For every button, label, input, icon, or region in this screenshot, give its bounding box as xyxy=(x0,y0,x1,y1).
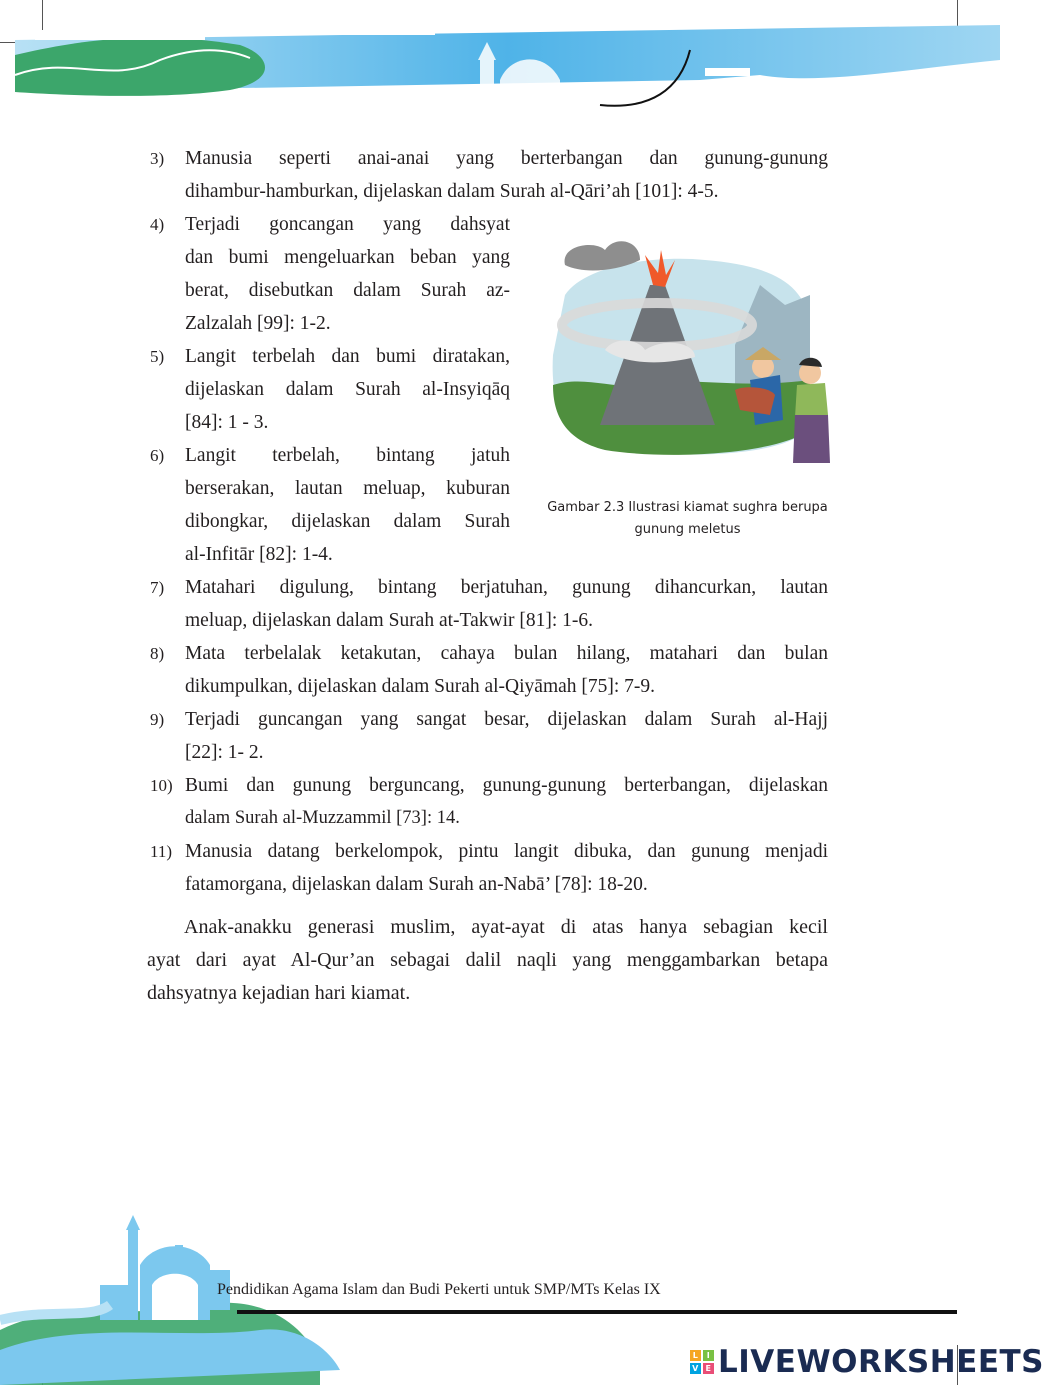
list-item-line: [84]: 1 - 3. xyxy=(185,412,269,433)
list-item-number: 10) xyxy=(150,776,173,795)
logo-text: LIVEWORKSHEETS xyxy=(718,1344,1044,1380)
list-item-line: Langit terbelah, bintang jatuh xyxy=(185,445,510,466)
list-item-line: Manusia datang berkelompok, pintu langit dibuka, dan gunung menjadi xyxy=(185,841,828,862)
footer-book-title: Pendidikan Agama Islam dan Budi Pekerti untuk SMP/MTs Kelas IX xyxy=(217,1281,661,1298)
list-item-line: dihambur-hamburkan, dijelaskan dalam Surah al-Qāri’ah [101]: 4-5. xyxy=(185,181,719,202)
list-item-line: dijelaskan dalam Surah al-Insyiqāq xyxy=(185,379,510,400)
list-item-line: Bumi dan gunung berguncang, gunung-gunung berterbangan, dijelaskan xyxy=(185,775,828,796)
figure-caption-line: Gambar 2.3 Ilustrasi kiamat sughra berupa xyxy=(547,500,828,515)
list-item-line: al-Infitār [82]: 1-4. xyxy=(185,544,333,565)
logo-block: L xyxy=(690,1350,701,1361)
list-item-line: Terjadi guncangan yang sangat besar, dijelaskan dalam Surah al-Hajj xyxy=(185,709,828,730)
list-item-line: [22]: 1- 2. xyxy=(185,742,264,763)
list-item-number: 6) xyxy=(150,446,165,465)
list-item-number: 9) xyxy=(150,710,165,729)
list-item-line: Matahari digulung, bintang berjatuhan, gunung dihancurkan, lautan xyxy=(185,577,828,598)
list-item-line: Mata terbelalak ketakutan, cahaya bulan hilang, matahari dan bulan xyxy=(185,643,828,664)
volcano-illustration xyxy=(545,225,835,475)
list-item-line: dikumpulkan, dijelaskan dalam Surah al-Qiyāmah [75]: 7-9. xyxy=(185,676,656,697)
list-item-line: berserakan, lautan meluap, kuburan xyxy=(185,478,510,499)
list-item-line: dan bumi mengeluarkan beban yang xyxy=(185,247,510,268)
list-item-line: Manusia seperti anai-anai yang berterbangan dan gunung-gunung xyxy=(185,148,828,169)
list-item-number: 11) xyxy=(150,842,173,861)
header-decoration xyxy=(0,0,1000,115)
closing-paragraph xyxy=(147,911,828,1010)
figure-caption xyxy=(545,497,830,541)
list-item-number: 4) xyxy=(150,215,165,234)
paragraph-line: Anak-anakku generasi muslim, ayat-ayat di atas hanya sebagian kecil xyxy=(184,916,828,938)
list-item-number: 5) xyxy=(150,347,165,366)
list-item-line: Zalzalah [99]: 1-2. xyxy=(185,313,331,334)
list-item-line: meluap, dijelaskan dalam Surah at-Takwir [81]: 1-6. xyxy=(185,610,594,631)
figure-caption-line: gunung meletus xyxy=(634,522,741,537)
list-item-number: 3) xyxy=(150,149,165,168)
list-item-line: Langit terbelah dan bumi diratakan, xyxy=(185,346,510,367)
list-item-number: 7) xyxy=(150,578,165,597)
footer-rule xyxy=(237,1310,957,1314)
logo-block: I xyxy=(703,1350,714,1361)
paragraph-line: ayat dari ayat Al-Qur’an sebagai dalil naqli yang menggambarkan betapa xyxy=(147,949,828,971)
list-item-line: dalam Surah al-Muzzammil [73]: 14. xyxy=(185,808,460,828)
logo-block: E xyxy=(703,1363,714,1374)
logo-blocks-icon xyxy=(690,1350,714,1374)
list-item-line: dibongkar, dijelaskan dalam Surah xyxy=(185,511,510,532)
paragraph-line: dahsyatnya kejadian hari kiamat. xyxy=(147,982,411,1004)
list-item-line: berat, disebutkan dalam Surah az- xyxy=(185,280,510,301)
list-item-number: 8) xyxy=(150,644,165,663)
list-item-line: Terjadi goncangan yang dahsyat xyxy=(185,214,510,235)
logo-block: V xyxy=(690,1363,701,1374)
list-item-line: fatamorgana, dijelaskan dalam Surah an-Nabā’ [78]: 18-20. xyxy=(185,874,648,895)
liveworksheets-logo xyxy=(690,1342,1044,1382)
